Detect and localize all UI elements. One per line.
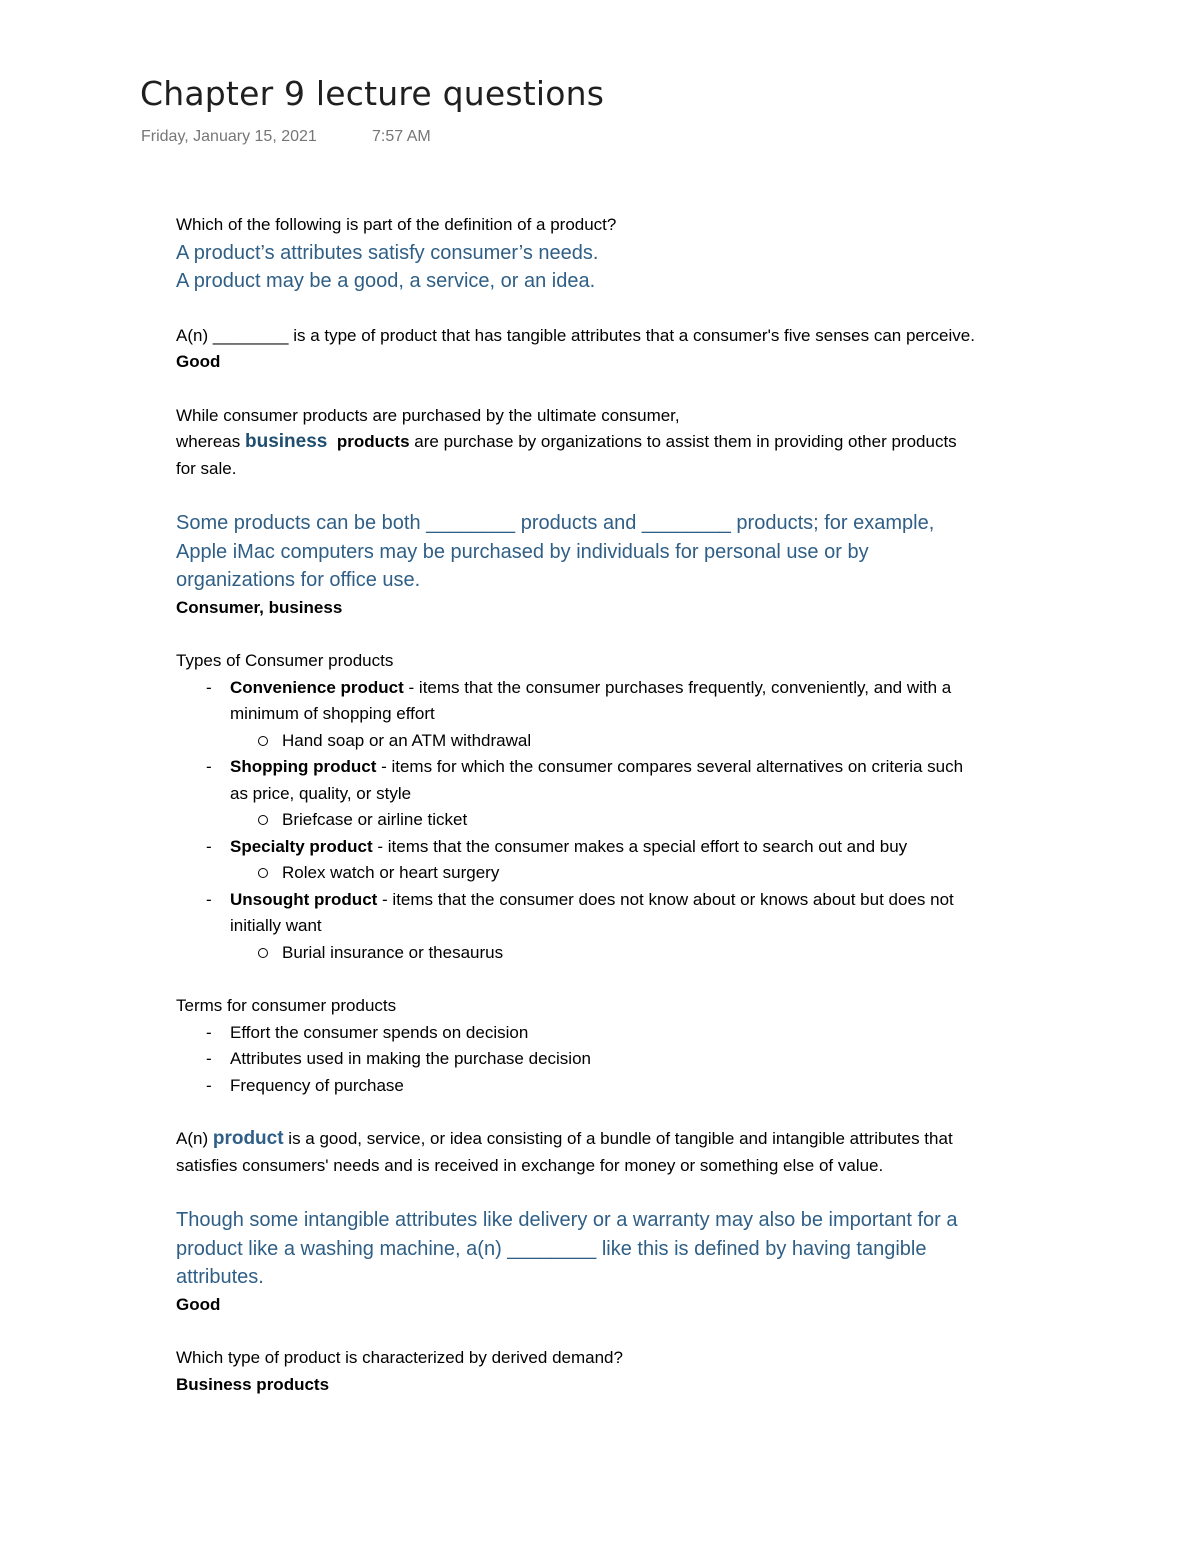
q1-question: Which of the following is part of the definition of a product? — [176, 215, 617, 234]
dash-bullet: - — [206, 757, 212, 776]
q3-line-2 — [176, 429, 976, 482]
example-list — [230, 860, 976, 887]
q7-question: Which type of product is characterized by derived demand? — [176, 1348, 623, 1367]
list-item — [230, 728, 976, 755]
circle-bullet-icon — [258, 736, 268, 746]
term-text: Attributes used in making the purchase decision — [230, 1049, 591, 1068]
circle-bullet-icon — [258, 948, 268, 958]
dash-bullet: - — [206, 1075, 212, 1095]
circle-bullet-icon — [258, 868, 268, 878]
list-item — [176, 1020, 976, 1047]
type-term: Shopping product — [230, 757, 377, 776]
example-list — [230, 940, 976, 967]
note-date: Friday, January 15, 2021 — [141, 128, 317, 145]
list-item — [230, 940, 976, 967]
type-example: Burial insurance or thesaurus — [282, 942, 504, 962]
q5-suffix: is a good, service, or idea consisting of a bundle of tangible and intangible attributes that satisfies consumers' needs and is received in exchange for money or something else of value. — [176, 1129, 953, 1175]
q5-prefix: A(n) — [176, 1129, 213, 1148]
list-item — [176, 1073, 976, 1100]
dash-bullet: - — [206, 677, 212, 697]
term-text: Frequency of purchase — [230, 1075, 404, 1095]
list-item — [230, 860, 976, 887]
list-item — [176, 1046, 976, 1073]
q1-answer-1: A product’s attributes satisfy consumer’s needs. — [176, 241, 599, 264]
q3-line-1: While consumer products are purchased by the ultimate consumer, — [176, 405, 680, 425]
q6-question: Though some intangible attributes like delivery or a warranty may also be important for a product like a washing machine, a(n) ________ like this is defined by having tangible attributes. — [176, 1209, 958, 1288]
page-title: Chapter 9 lecture questions — [140, 74, 605, 113]
type-desc: - items that the consumer purchases frequently, conveniently, and with a minimum of shopping effort — [230, 677, 952, 723]
q6-answer: Good — [176, 1294, 221, 1314]
types-heading — [176, 648, 976, 675]
example-list — [230, 807, 976, 834]
list-item — [176, 675, 976, 755]
term-text: Effort the consumer spends on decision — [230, 1022, 529, 1042]
type-desc: - items for which the consumer compares several alternatives on criteria such as price, quality, or style — [230, 757, 964, 803]
list-item — [230, 807, 976, 834]
q4-answer: Consumer, business — [176, 597, 343, 617]
dash-bullet: - — [206, 889, 212, 909]
q2-question: A(n) ________ is a type of product that has tangible attributes that a consumer's five senses can perceive. — [176, 325, 975, 345]
dash-bullet: - — [206, 1022, 212, 1042]
dash-bullet: - — [206, 836, 212, 856]
types-heading-text: Types of Consumer products — [176, 651, 394, 670]
circle-bullet-icon — [258, 815, 268, 825]
q3-bold-word: products — [336, 432, 410, 451]
type-term: Specialty product — [230, 836, 373, 856]
type-term: Unsought product — [230, 889, 378, 909]
note-time: 7:57 AM — [372, 128, 431, 145]
q3-suffix: are purchase by organizations to assist them in providing other products for sale. — [176, 432, 957, 478]
q3-prefix: whereas — [176, 432, 245, 451]
q3-fill: business — [244, 431, 328, 452]
list-item — [176, 754, 976, 834]
type-term: Convenience product — [230, 677, 404, 697]
dash-bullet: - — [206, 1049, 212, 1068]
type-example: Hand soap or an ATM withdrawal — [282, 730, 532, 750]
q5-fill: product — [212, 1128, 284, 1149]
terms-heading: Terms for consumer products — [176, 996, 397, 1015]
q2-answer: Good — [176, 352, 221, 371]
list-item — [176, 834, 976, 887]
type-desc: - items that the consumer makes a special effort to search out and buy — [372, 836, 908, 856]
q4-question: Some products can be both ________ products and ________ products; for example, Apple iMac computers may be purchased by individuals for personal use or by organizations for office use. — [176, 512, 935, 591]
types-list — [176, 675, 976, 967]
q5-text — [176, 1126, 976, 1179]
list-item — [176, 887, 976, 967]
note-body — [176, 212, 976, 1398]
q1-answer-2: A product may be a good, a service, or an idea. — [176, 270, 596, 292]
type-example: Rolex watch or heart surgery — [282, 863, 500, 882]
q7-answer: Business products — [176, 1374, 330, 1394]
type-desc: - items that the consumer does not know about or knows about but does not initially want — [230, 889, 954, 935]
terms-list — [176, 1020, 976, 1100]
type-example: Briefcase or airline ticket — [282, 810, 468, 829]
example-list — [230, 728, 976, 755]
